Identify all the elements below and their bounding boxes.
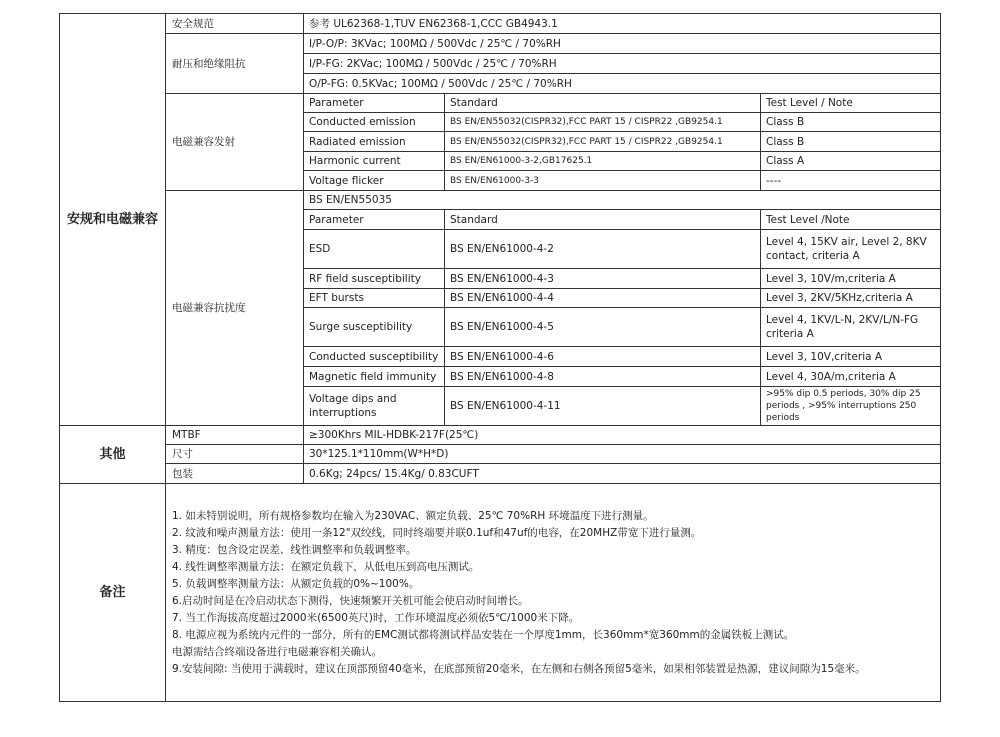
emission-parameter: Voltage flicker xyxy=(309,174,384,187)
immunity-standard: BS EN/EN61000-4-11 xyxy=(450,400,561,412)
immunity-standard: BS EN/EN61000-4-8 xyxy=(450,370,554,383)
other-value: 30*125.1*110mm(W*H*D) xyxy=(309,448,449,460)
emission-parameter: Radiated emission xyxy=(309,135,406,148)
remark-item: 4. 线性调整率测量方法：在额定负载下，从低电压到高电压测试。 xyxy=(172,561,480,573)
immunity-standard: BS EN/EN61000-4-5 xyxy=(450,321,554,333)
remark-item: 9.安装间隙: 当使用于满载时，建议在顶部预留40毫米，在底部预留20毫米，在左侧和右侧各预留5毫米，如果相邻装置是热源，建议间隙为15毫米。 xyxy=(172,663,866,675)
other-label: 尺寸 xyxy=(172,448,193,460)
emission-standard: BS EN/EN61000-3-2,GB17625.1 xyxy=(450,156,593,166)
immunity-level: Level 3, 10V,criteria A xyxy=(766,350,883,363)
emission-parameter: Conducted emission xyxy=(309,116,416,128)
remark-item: 8. 电源应视为系统内元件的一部分，所有的EMC测试都将测试样品安装在一个厚度1mm，长360mm*宽360mm的金属铁板上测试。 xyxy=(172,629,795,641)
immunity-parameter: Surge susceptibility xyxy=(309,321,413,333)
immunity-level: Level 3, 10V/m,criteria A xyxy=(766,272,896,285)
remark-item: 1. 如未特别说明，所有规格参数均在输入为230VAC、额定负载、25℃ 70%RH 环境温度下进行测量。 xyxy=(172,510,654,522)
emission-level: Class B xyxy=(766,116,805,128)
immunity-parameter: EFT bursts xyxy=(309,292,364,304)
immunity-level: Level 4, 1KV/L-N, 2KV/L/N-FG criteria A xyxy=(766,314,919,340)
emission-standard: BS EN/EN61000-3-3 xyxy=(450,175,540,186)
remark-item: 7. 当工作海拔高度超过2000米(6500英尺)时，工作环境温度必须依5℃/1000米下降。 xyxy=(172,612,580,624)
emission-standard: BS EN/EN55032(CISPR32),FCC PART 15 / CISPR22 ,GB9254.1 xyxy=(450,136,723,147)
immunity-parameter: Magnetic field immunity xyxy=(309,370,437,383)
remark-item: 电源需结合终端设备进行电磁兼容相关确认。 xyxy=(172,646,382,658)
immunity-header-standard: Standard xyxy=(450,213,498,226)
immunity-parameter: Voltage dips and interruptions xyxy=(309,393,397,419)
immunity-level: Level 4, 30A/m,criteria A xyxy=(766,370,896,383)
safety-standards-label: 安全规范 xyxy=(172,17,214,30)
remark-item: 5. 负载调整率测量方法：从额定负载的0%~100%。 xyxy=(172,578,420,590)
emission-header-level: Test Level / Note xyxy=(766,97,853,109)
immunity-parameter: ESD xyxy=(309,243,331,255)
immunity-header-parameter: Parameter xyxy=(309,213,364,226)
immunity-standard: BS EN/EN61000-4-3 xyxy=(450,272,554,285)
immunity-label: 电磁兼容抗扰度 xyxy=(172,302,246,314)
category-safety-emc: 安规和电磁兼容 xyxy=(66,211,158,227)
immunity-parameter: Conducted susceptibility xyxy=(309,350,439,363)
emission-label: 电磁兼容发射 xyxy=(172,136,235,148)
other-value: 0.6Kg; 24pcs/ 15.4Kg/ 0.83CUFT xyxy=(309,467,479,480)
immunity-header-level: Test Level /Note xyxy=(766,213,850,226)
safety-standards-value: 参考 UL62368-1,TUV EN62368-1,CCC GB4943.1 xyxy=(309,17,558,30)
other-label: 包装 xyxy=(172,467,193,480)
immunity-level: Level 4, 15KV air, Level 2, 8KV contact, criteria A xyxy=(766,236,927,262)
emission-level: Class A xyxy=(766,155,805,167)
immunity-parameter: RF field susceptibility xyxy=(309,272,421,285)
immunity-level: >95% dip 0.5 periods, 30% dip 25 periods , >95% interruptions 250 periods xyxy=(766,389,921,423)
emission-level: Class B xyxy=(766,135,805,148)
emission-header-parameter: Parameter xyxy=(309,97,364,109)
immunity-level: Level 3, 2KV/5KHz,criteria A xyxy=(766,292,913,304)
emission-standard: BS EN/EN55032(CISPR32),FCC PART 15 / CISPR22 ,GB9254.1 xyxy=(450,117,723,127)
category-other: 其他 xyxy=(99,446,126,462)
emission-parameter: Harmonic current xyxy=(309,155,401,167)
immunity-standard: BS EN/EN61000-4-6 xyxy=(450,350,554,363)
category-remarks: 备注 xyxy=(99,584,126,600)
withstand-value: O/P-FG: 0.5KVac; 100MΩ / 500Vdc / 25℃ / 70%RH xyxy=(309,77,572,90)
withstand-value: I/P-O/P: 3KVac; 100MΩ / 500Vdc / 25℃ / 70%RH xyxy=(309,37,561,50)
remark-item: 2. 纹波和噪声测量方法：使用一条12"双绞线，同时终端要并联0.1uf和47uf的电容，在20MHZ带宽下进行量测。 xyxy=(172,527,702,539)
other-label: MTBF xyxy=(172,429,201,441)
emission-level: ---- xyxy=(766,174,782,187)
other-value: ≥300Khrs MIL-HDBK-217F(25℃) xyxy=(309,429,479,441)
immunity-base-standard: BS EN/EN55035 xyxy=(309,194,392,206)
immunity-standard: BS EN/EN61000-4-4 xyxy=(450,292,554,304)
remark-item: 3. 精度：包含设定误差、线性调整率和负载调整率。 xyxy=(172,544,417,556)
withstand-label: 耐压和绝缘阻抗 xyxy=(172,57,246,70)
immunity-standard: BS EN/EN61000-4-2 xyxy=(450,243,554,255)
remarks-list xyxy=(172,508,932,678)
withstand-value: I/P-FG: 2KVac; 100MΩ / 500Vdc / 25℃ / 70%RH xyxy=(309,57,557,70)
remark-item: 6.启动时间是在冷启动状态下测得，快速频繁开关机可能会使启动时间增长。 xyxy=(172,595,529,607)
emission-header-standard: Standard xyxy=(450,97,498,109)
